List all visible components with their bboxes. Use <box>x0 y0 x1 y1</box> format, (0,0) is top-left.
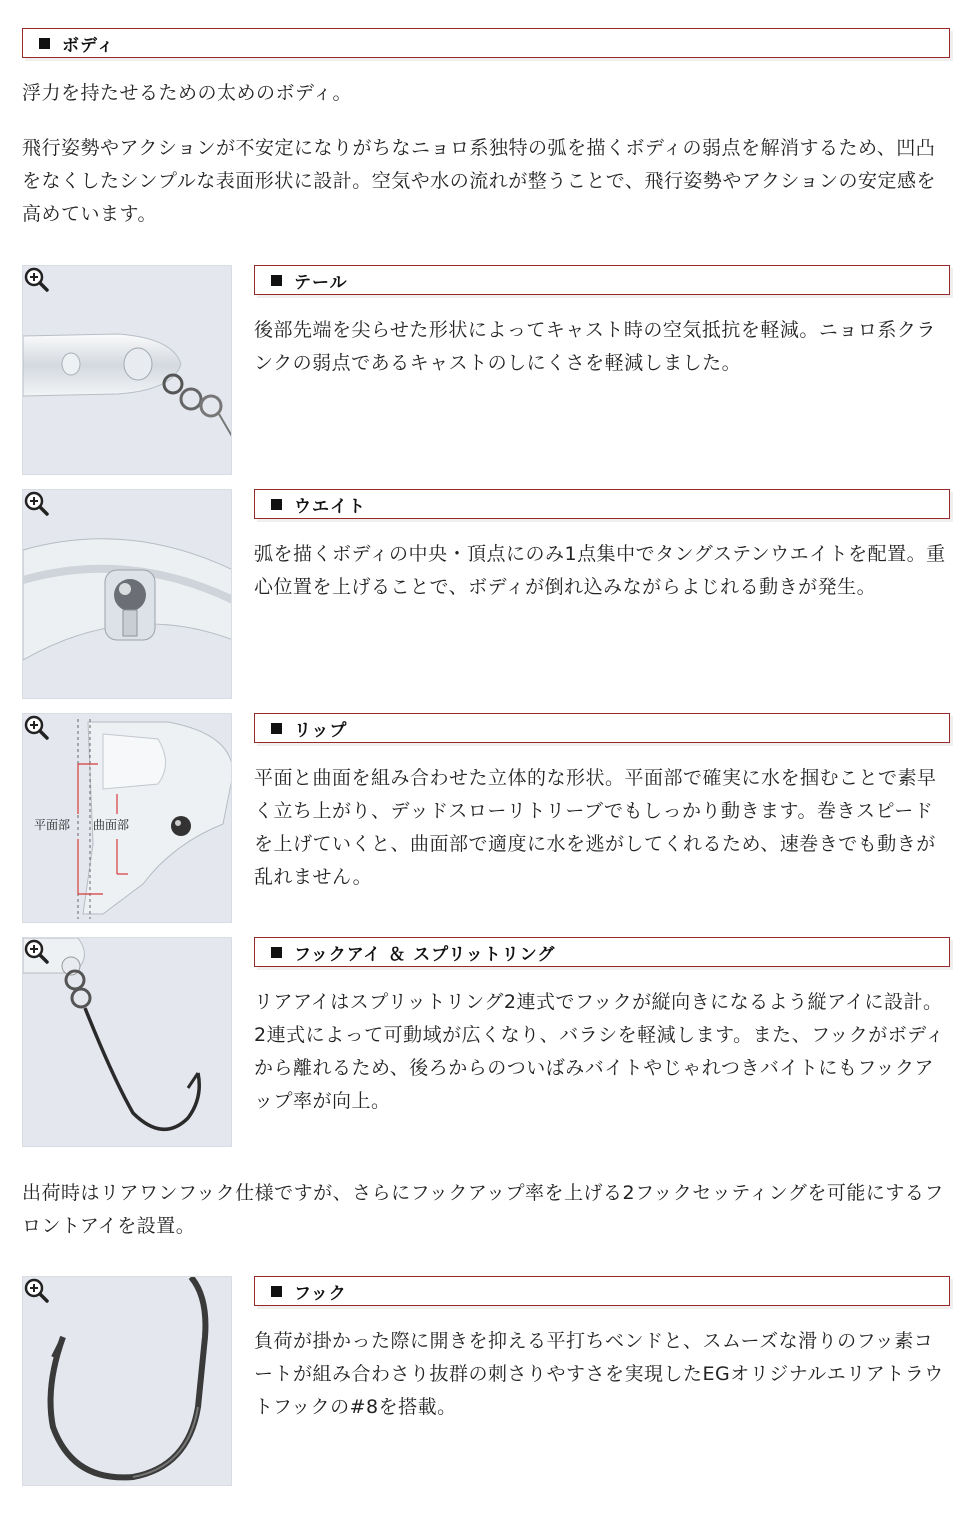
body-intro: 浮力を持たせるための太めのボディ。 <box>22 82 352 104</box>
tail-image[interactable] <box>22 265 232 475</box>
hook-heading <box>254 1276 950 1306</box>
hook-eye-image[interactable] <box>22 937 232 1147</box>
zoom-in-icon[interactable] <box>23 714 49 740</box>
curved-part-label: 曲面部 <box>93 818 130 832</box>
black-square-icon <box>271 947 282 958</box>
black-square-icon <box>271 499 282 510</box>
weight-heading-text: ウエイト <box>294 496 366 517</box>
zoom-in-icon[interactable] <box>23 1277 49 1303</box>
shipping-note: 出荷時はリアワンフック仕様ですが、さらにフックアップ率を上げる2フックセッティングを可能にするフロントアイを設置。 <box>22 1182 944 1237</box>
lip-heading-text: リップ <box>294 720 348 741</box>
zoom-in-icon[interactable] <box>23 938 49 964</box>
tail-text: 後部先端を尖らせた形状によってキャスト時の空気抵抗を軽減。ニョロ系クランクの弱点であるキャストのしにくさを軽減しました。 <box>254 319 936 374</box>
black-square-icon <box>271 723 282 734</box>
hook-eye-text: リアアイはスプリットリング2連式でフックが縦向きになるよう縦アイに設計。2連式によって可動域が広くなり、バラシを軽減します。また、フックがボディから離れるため、後ろからのついばみバイトやじゃれつきバイトにもフックアップ率が向上。 <box>254 991 945 1112</box>
tail-heading-text: テール <box>294 272 348 293</box>
body-description: 飛行姿勢やアクションが不安定になりがちなニョロ系独特の弧を描くボディの弱点を解消するため、凹凸をなくしたシンプルな表面形状に設計。空気や水の流れが整うことで、飛行姿勢やアクションの安定感を高めています。 <box>22 137 936 225</box>
black-square-icon <box>39 38 50 49</box>
zoom-in-icon[interactable] <box>23 266 49 292</box>
hook-eye-heading-text: フックアイ ＆ スプリットリング <box>294 944 556 965</box>
black-square-icon <box>271 1286 282 1297</box>
zoom-in-icon[interactable] <box>23 490 49 516</box>
hook-eye-heading <box>254 937 950 967</box>
weight-heading <box>254 489 950 519</box>
hook-text: 負荷が掛かった際に開きを抑える平打ちベンドと、スムーズな滑りのフッ素コートが組み合わさり抜群の刺さりやすさを実現したEGオリジナルエリアトラウトフックの#8を搭載。 <box>254 1330 944 1418</box>
lip-text: 平面と曲面を組み合わせた立体的な形状。平面部で確実に水を掴むことで素早く立ち上がり、デッドスローリトリーブでもしっかり動きます。巻きスピードを上げていくと、曲面部で適度に水を逃がしてくれるため、速巻きでも動きが乱れません。 <box>254 767 937 888</box>
hook-image[interactable] <box>22 1276 232 1486</box>
lip-image[interactable] <box>22 713 232 923</box>
hook-heading-text: フック <box>294 1283 347 1304</box>
tail-heading <box>254 265 950 295</box>
weight-image[interactable] <box>22 489 232 699</box>
body-heading <box>22 28 950 58</box>
flat-part-label: 平面部 <box>34 818 71 832</box>
lip-heading <box>254 713 950 743</box>
black-square-icon <box>271 275 282 286</box>
weight-text: 弧を描くボディの中央・頂点にのみ1点集中でタングステンウエイトを配置。重心位置を上げることで、ボディが倒れ込みながらよじれる動きが発生。 <box>254 543 946 598</box>
body-heading-text: ボディ <box>62 35 115 56</box>
